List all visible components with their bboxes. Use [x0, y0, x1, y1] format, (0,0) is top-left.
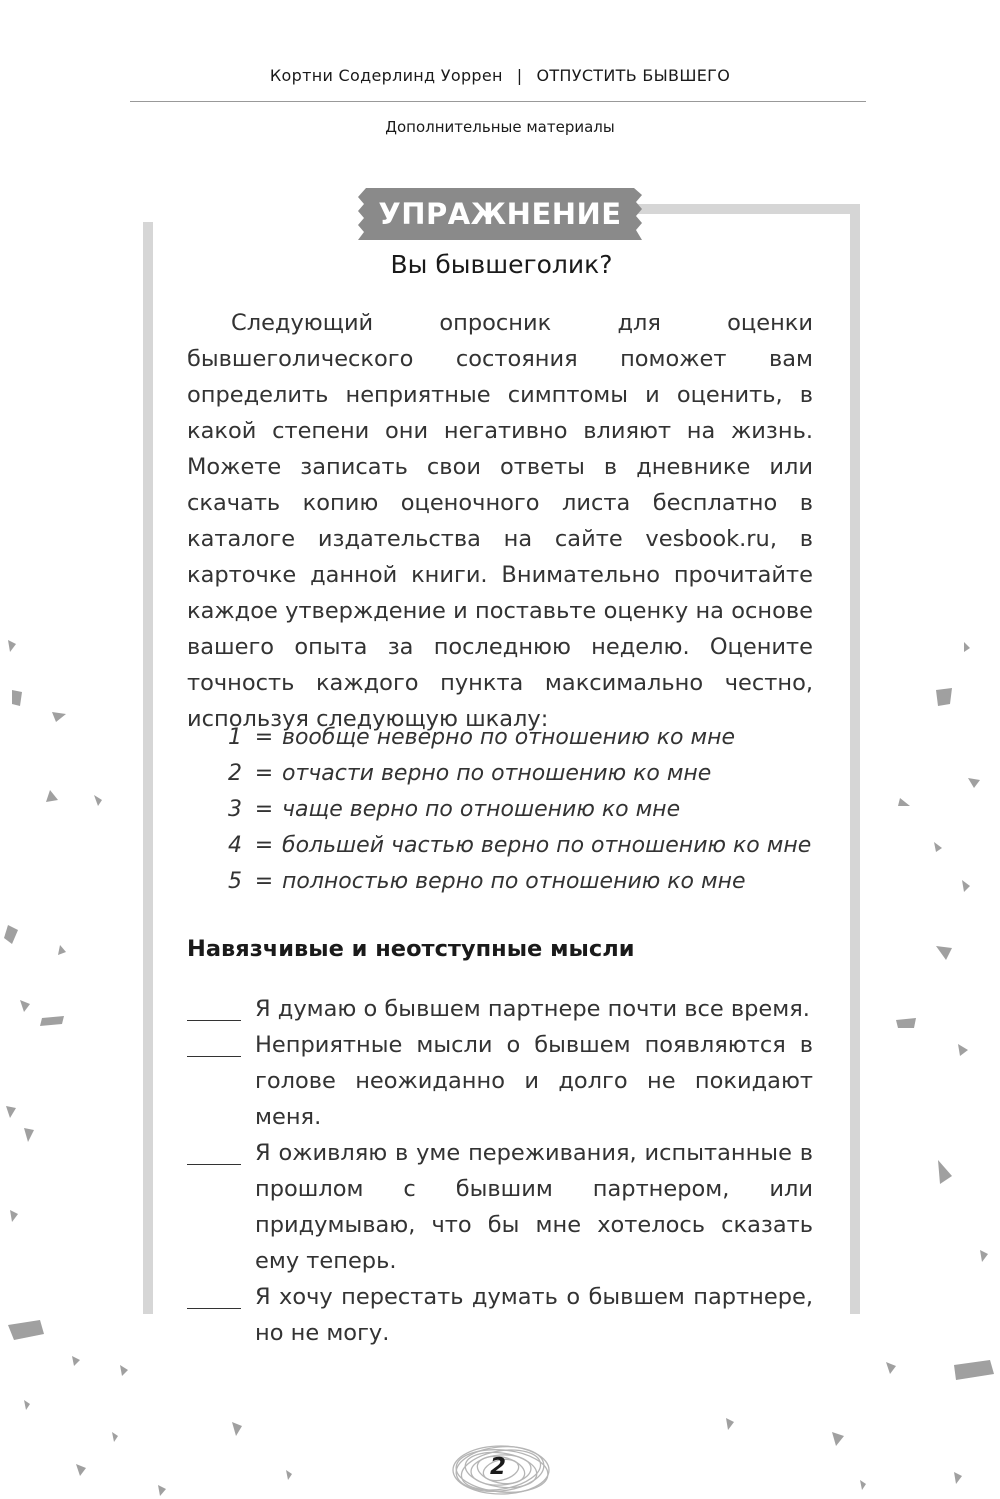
scale-item: [228, 792, 811, 828]
scale-number: 1: [228, 725, 242, 750]
scale-number: 5: [228, 869, 242, 894]
scale-item: [228, 756, 811, 792]
questionnaire-item: [187, 1135, 813, 1279]
header-divider: [130, 101, 866, 102]
item-text: Я хочу перестать думать о бывшем партнере, но не могу.: [255, 1284, 813, 1346]
questionnaire-item: [187, 1027, 813, 1135]
rating-scale: [228, 720, 811, 900]
answer-blank: [187, 1056, 241, 1057]
exercise-banner-label: УПРАЖНЕНИЕ: [378, 197, 622, 231]
scale-number: 4: [228, 833, 242, 858]
frame-left-border: [143, 222, 153, 1314]
scale-equals: =: [254, 869, 274, 894]
frame-top-border: [630, 204, 860, 214]
scale-number: 3: [228, 797, 242, 822]
scale-text: большей частью верно по отношению ко мне: [282, 833, 812, 858]
item-text: Я оживляю в уме переживания, испытанные в прошлом с бывшим партнером, или придумываю, что бы мне хотелось сказать ему теперь.: [255, 1140, 813, 1274]
page-number: 2: [489, 1454, 506, 1480]
answer-blank: [187, 1020, 241, 1021]
scale-text: полностью верно по отношению ко мне: [282, 869, 746, 894]
header-book-title: ОТПУСТИТЬ БЫВШЕГО: [536, 66, 731, 85]
exercise-title: Вы бывшеголик?: [390, 250, 613, 279]
questionnaire-item: [187, 991, 813, 1027]
scale-item: [228, 864, 811, 900]
scale-text: чаще верно по отношению ко мне: [282, 797, 681, 822]
answer-blank: [187, 1164, 241, 1165]
section-heading: Навязчивые и неотступные мысли: [187, 936, 635, 962]
scale-equals: =: [254, 725, 274, 750]
questionnaire-item: [187, 1279, 813, 1351]
scale-text: вообще неверно по отношению ко мне: [282, 725, 735, 750]
scale-item: [228, 720, 811, 756]
header-separator: |: [516, 66, 523, 85]
scale-equals: =: [254, 833, 274, 858]
scale-text: отчасти верно по отношению ко мне: [282, 761, 712, 786]
item-text: Неприятные мысли о бывшем появляются в голове неожиданно и долго не покидают меня.: [255, 1032, 813, 1130]
item-text: Я думаю о бывшем партнере почти все время.: [255, 996, 810, 1022]
scale-equals: =: [254, 761, 274, 786]
header-author: Кортни Содерлинд Уоррен: [269, 66, 503, 85]
scale-number: 2: [228, 761, 242, 786]
scale-item: [228, 828, 811, 864]
running-header: [0, 66, 1000, 85]
intro-paragraph: Следующий опросник для оценки бывшеголического состояния поможет вам определить неприятные симптомы и оценить, в какой степени они негативно влияют на жизнь. Можете записать свои ответы в дневнике или скачать копию оценочного листа бесплатно в каталоге издательства на сайте vesbook.ru, в карточке данной книги. Внимательно прочитайте каждое утверждение и поставьте оценку на основе вашего опыта за последнюю неделю. Оцените точность каждого пункта максимально честно, используя следующую шкалу:: [187, 310, 813, 732]
scale-equals: =: [254, 797, 274, 822]
answer-blank: [187, 1308, 241, 1309]
frame-right-border: [850, 204, 860, 1314]
questionnaire-items: [187, 991, 813, 1351]
header-subtitle: Дополнительные материалы: [385, 118, 615, 136]
